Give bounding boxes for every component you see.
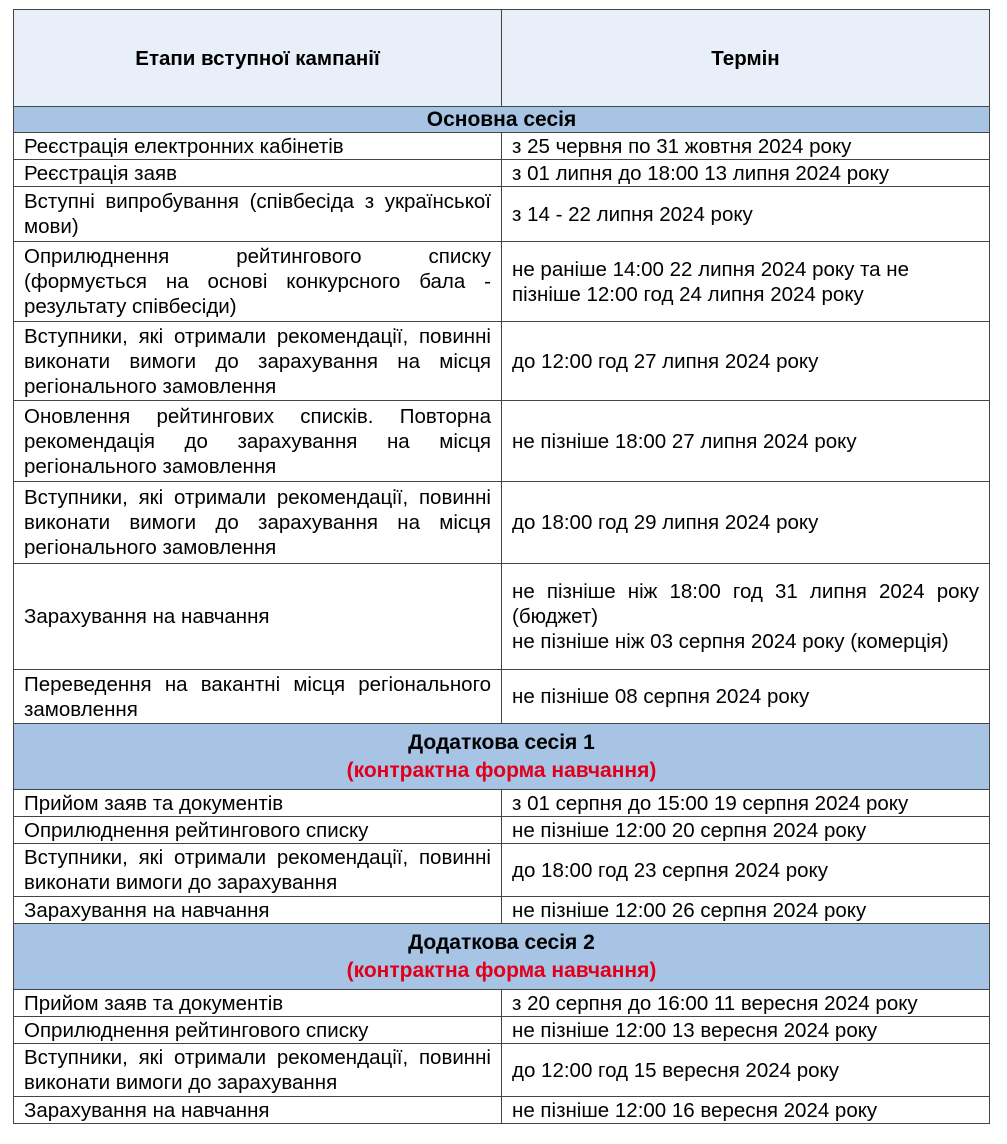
term-cell: до 12:00 год 27 липня 2024 року bbox=[502, 322, 990, 401]
stage-cell: Оновлення рейтингових списків. Повторна рекомендація до зарахування на місця регіонального замовлення bbox=[14, 401, 502, 482]
term-cell: не пізніше 12:00 20 серпня 2024 року bbox=[502, 817, 990, 844]
stage-cell: Переведення на вакантні місця регіонального замовлення bbox=[14, 670, 502, 724]
stage-cell: Оприлюднення рейтингового списку bbox=[14, 817, 502, 844]
header-row bbox=[14, 10, 990, 107]
table-row bbox=[14, 564, 990, 670]
term-cell: не пізніше 08 серпня 2024 року bbox=[502, 670, 990, 724]
table-row bbox=[14, 482, 990, 564]
session-name: Додаткова сесія 1 bbox=[408, 731, 595, 754]
term-cell: з 25 червня по 31 жовтня 2024 року bbox=[502, 133, 990, 160]
session-title-extra2 bbox=[14, 924, 990, 990]
stage-cell: Вступники, які отримали рекомендації, повинні виконати вимоги до зарахування на місця регіонального замовлення bbox=[14, 482, 502, 564]
term-line-budget: не пізніше ніж 18:00 год 31 липня 2024 року (бюджет) bbox=[512, 580, 979, 628]
stage-cell: Вступні випробування (співбесіда з української мови) bbox=[14, 187, 502, 242]
table-row bbox=[14, 401, 990, 482]
table-row bbox=[14, 990, 990, 1017]
table-row bbox=[14, 242, 990, 322]
session-row-main bbox=[14, 107, 990, 133]
term-cell: з 14 - 22 липня 2024 року bbox=[502, 187, 990, 242]
header-stage: Етапи вступної кампанії bbox=[14, 10, 502, 107]
admission-schedule-table bbox=[13, 9, 990, 1124]
term-cell bbox=[502, 564, 990, 670]
stage-cell: Вступники, які отримали рекомендації, повинні виконати вимоги до зарахування на місця регіонального замовлення bbox=[14, 322, 502, 401]
stage-cell: Оприлюднення рейтингового списку bbox=[14, 1017, 502, 1044]
term-cell: не пізніше 12:00 16 вересня 2024 року bbox=[502, 1097, 990, 1124]
table-row bbox=[14, 133, 990, 160]
session-title-main: Основна сесія bbox=[14, 107, 990, 133]
table-row bbox=[14, 160, 990, 187]
table-row bbox=[14, 844, 990, 897]
term-cell: до 18:00 год 23 серпня 2024 року bbox=[502, 844, 990, 897]
table-row bbox=[14, 1097, 990, 1124]
session-row-extra1 bbox=[14, 724, 990, 790]
session-name: Додаткова сесія 2 bbox=[408, 931, 595, 954]
stage-cell: Вступники, які отримали рекомендації, повинні виконати вимоги до зарахування bbox=[14, 1044, 502, 1097]
term-cell: не пізніше 12:00 13 вересня 2024 року bbox=[502, 1017, 990, 1044]
table-row bbox=[14, 1044, 990, 1097]
session-row-extra2 bbox=[14, 924, 990, 990]
term-cell: не пізніше 12:00 26 серпня 2024 року bbox=[502, 897, 990, 924]
stage-cell: Прийом заяв та документів bbox=[14, 790, 502, 817]
stage-cell: Зарахування на навчання bbox=[14, 897, 502, 924]
table-row bbox=[14, 1017, 990, 1044]
stage-cell: Реєстрація електронних кабінетів bbox=[14, 133, 502, 160]
term-line-commercial: не пізніше ніж 03 серпня 2024 року (комерція) bbox=[512, 630, 949, 653]
term-cell: з 20 серпня до 16:00 11 вересня 2024 року bbox=[502, 990, 990, 1017]
stage-cell: Реєстрація заяв bbox=[14, 160, 502, 187]
term-cell: до 18:00 год 29 липня 2024 року bbox=[502, 482, 990, 564]
table-row bbox=[14, 897, 990, 924]
stage-cell: Оприлюднення рейтингового списку (формується на основі конкурсного бала - результату співбесіди) bbox=[14, 242, 502, 322]
term-cell: не пізніше 18:00 27 липня 2024 року bbox=[502, 401, 990, 482]
table-row bbox=[14, 790, 990, 817]
table-row bbox=[14, 187, 990, 242]
stage-cell: Зарахування на навчання bbox=[14, 564, 502, 670]
term-cell: до 12:00 год 15 вересня 2024 року bbox=[502, 1044, 990, 1097]
stage-cell: Прийом заяв та документів bbox=[14, 990, 502, 1017]
table-row bbox=[14, 322, 990, 401]
header-term: Термін bbox=[502, 10, 990, 107]
session-title-extra1 bbox=[14, 724, 990, 790]
term-cell: з 01 липня до 18:00 13 липня 2024 року bbox=[502, 160, 990, 187]
stage-cell: Зарахування на навчання bbox=[14, 1097, 502, 1124]
table-row bbox=[14, 817, 990, 844]
session-subtitle: (контрактна форма навчання) bbox=[346, 759, 657, 782]
term-cell: не раніше 14:00 22 липня 2024 року та не пізніше 12:00 год 24 липня 2024 року bbox=[502, 242, 990, 322]
session-subtitle: (контрактна форма навчання) bbox=[346, 959, 657, 982]
term-cell: з 01 серпня до 15:00 19 серпня 2024 року bbox=[502, 790, 990, 817]
stage-cell: Вступники, які отримали рекомендації, повинні виконати вимоги до зарахування bbox=[14, 844, 502, 897]
table-row bbox=[14, 670, 990, 724]
